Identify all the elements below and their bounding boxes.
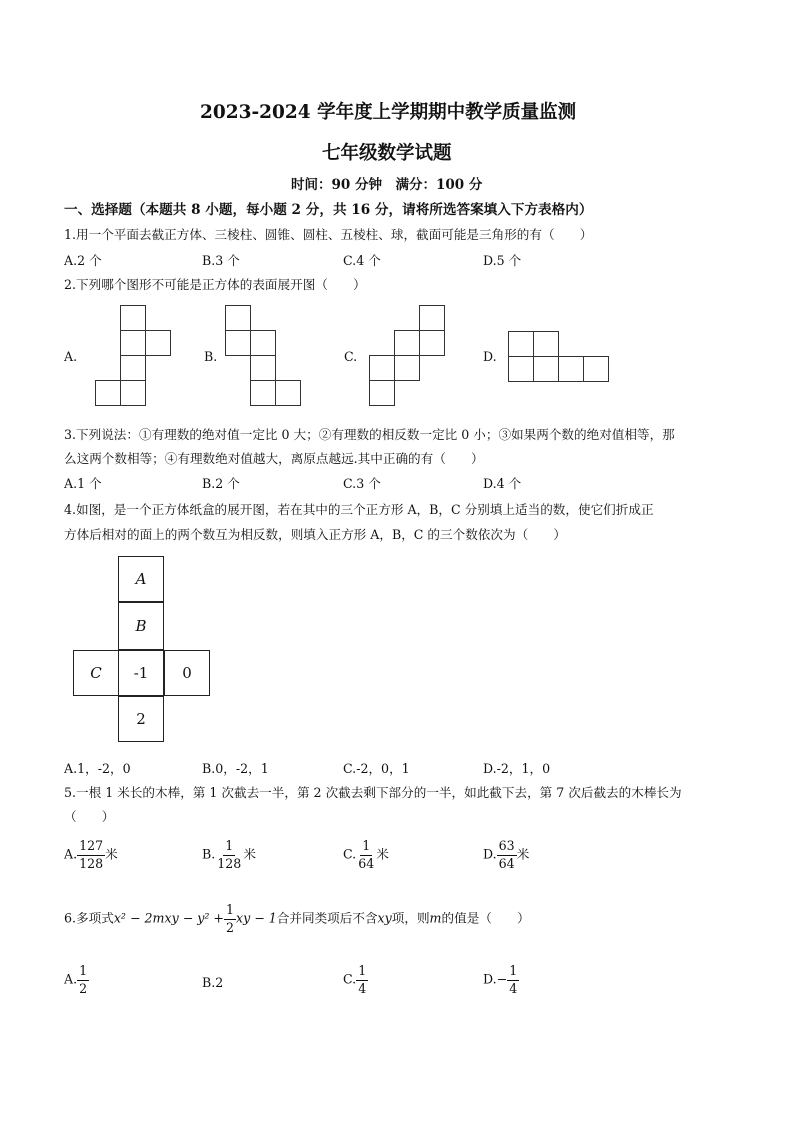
q3-option-c: C.3 个: [343, 476, 381, 491]
net-square: [120, 380, 146, 406]
q4-stem-line2: 方体后相对的面上的两个数互为相反数，则填入正方形 A，B，C 的三个数依次为（ ）: [64, 527, 566, 542]
q5-option-b: [202, 840, 256, 870]
q6-expression-part2: xy − 1: [236, 910, 277, 926]
unit: 米: [376, 846, 389, 862]
q3-stem-line2: 么这两个数相等；④有理数绝对值越大，离原点越远.其中正确的有（ ）: [64, 451, 484, 466]
net-square: [120, 355, 146, 381]
net-square: [369, 380, 395, 406]
net-square: [250, 355, 276, 381]
option-label: B.2: [202, 975, 224, 990]
option-label: D.: [483, 846, 497, 862]
fraction: [224, 904, 236, 934]
q4-option-a: A.1，-2，0: [64, 761, 131, 776]
net-square: [225, 330, 251, 356]
fraction: [356, 840, 376, 870]
net-square: [508, 356, 534, 382]
q2-stem: 2.下列哪个图形不可能是正方体的表面展开图（ ）: [64, 277, 366, 292]
q4-option-b: B.0，-2，1: [202, 761, 269, 776]
q6-m: m: [429, 910, 442, 926]
net-cell-b: B: [118, 602, 164, 650]
fraction: [497, 840, 517, 870]
q3-stem-line1: 3.下列说法：①有理数的绝对值一定比 0 大；②有理数的相反数一定比 0 小；③如果两个数的绝对值相等，那: [64, 427, 675, 442]
net-square: [533, 356, 559, 382]
q6-text: 项，则: [391, 910, 430, 926]
net-square: [145, 330, 171, 356]
fraction-numerator: 1: [223, 840, 235, 856]
net-square: [120, 330, 146, 356]
option-label: D.−: [483, 971, 508, 987]
fraction-numerator: 1: [356, 965, 368, 981]
net-square: [369, 355, 395, 381]
net-square: [419, 330, 445, 356]
fraction-denominator: 128: [79, 855, 104, 871]
net-square: [558, 356, 584, 382]
q4-option-c: C.-2，0，1: [343, 761, 410, 776]
net-square: [250, 380, 276, 406]
q6-option-d: [483, 965, 519, 995]
q1-option-d: D.5 个: [483, 253, 522, 268]
q3-option-a: A.1 个: [64, 476, 102, 491]
q6-expression-part1: x² − 2mxy − y² +: [113, 910, 224, 926]
fraction: [356, 965, 368, 995]
q3-option-d: D.4 个: [483, 476, 522, 491]
q2-label-b: B.: [204, 349, 218, 364]
q1-option-b: B.3 个: [202, 253, 240, 268]
fraction: [77, 965, 89, 995]
fraction-numerator: 1: [77, 965, 89, 981]
q2-label-c: C.: [344, 349, 358, 364]
q1-stem: 1.用一个平面去截正方体、三棱柱、圆锥、圆柱、五棱柱、球，截面可能是三角形的有（ ）: [64, 227, 593, 242]
q6-stem: [64, 904, 530, 934]
exam-title: 2023-2024 学年度上学期期中教学质量监测: [200, 102, 577, 123]
q6-text: 合并同类项后不含: [276, 910, 378, 926]
fraction-numerator: 1: [360, 840, 372, 856]
fraction-denominator: 2: [79, 980, 88, 996]
net-square: [533, 331, 559, 357]
option-label: C.: [343, 846, 357, 862]
net-square: [394, 330, 420, 356]
unit: 米: [516, 846, 530, 862]
exam-subtitle: 七年级数学试题: [322, 143, 452, 164]
net-square: [225, 305, 251, 331]
q5-stem-line1: 5.一根 1 米长的木棒，第 1 次截去一半，第 2 次截去剩下部分的一半，如此截下去，第 7 次后截去的木棒长为: [64, 785, 682, 800]
q6-option-a: [64, 965, 89, 995]
net-cell-zero: 0: [164, 650, 210, 696]
fraction-numerator: 1: [507, 965, 519, 981]
net-square: [120, 305, 146, 331]
q1-option-c: C.4 个: [343, 253, 381, 268]
fraction-denominator: 128: [217, 855, 242, 871]
option-label: C.: [343, 971, 357, 987]
net-square: [394, 355, 420, 381]
fraction-numerator: 1: [224, 904, 236, 920]
option-label: A.: [64, 971, 78, 987]
net-cell-a: A: [118, 556, 164, 602]
fraction-denominator: 64: [498, 855, 515, 871]
fraction: [77, 840, 105, 870]
q6-xy: xy: [377, 910, 392, 926]
net-cell-c: C: [73, 650, 119, 696]
q4-stem-line1: 4.如图，是一个正方体纸盒的展开图，若在其中的三个正方形 A，B，C 分别填上适当的数，使它们折成正: [64, 502, 654, 517]
fraction-numerator: 127: [77, 840, 105, 856]
fraction-denominator: 4: [358, 980, 367, 996]
q6-option-c: [343, 965, 368, 995]
unit: 米: [105, 846, 118, 862]
net-square: [275, 380, 301, 406]
net-square: [419, 305, 445, 331]
net-square: [508, 331, 534, 357]
q5-option-c: [343, 840, 389, 870]
net-square: [250, 330, 276, 356]
q5-option-a: [64, 840, 118, 870]
q2-label-a: A.: [64, 349, 78, 364]
q5-stem-line2: （ ）: [64, 809, 115, 824]
fraction: [507, 965, 519, 995]
q6-text: 的值是（ ）: [441, 910, 530, 926]
fraction-numerator: 63: [497, 840, 517, 856]
fraction-denominator: 64: [358, 855, 375, 871]
q1-option-a: A.2 个: [64, 253, 102, 268]
exam-meta: 时间：90 分钟 满分：100 分: [291, 177, 483, 193]
q6-option-b: [202, 975, 223, 990]
unit: 米: [243, 846, 256, 862]
option-label: B.: [202, 846, 216, 862]
net-square: [95, 380, 121, 406]
q3-option-b: B.2 个: [202, 476, 240, 491]
q6-prefix: 6.多项式: [64, 910, 114, 926]
q2-label-d: D.: [483, 349, 497, 364]
section-heading: 一、选择题（本题共 8 小题，每小题 2 分，共 16 分，请将所选答案填入下方表格内）: [64, 202, 593, 218]
fraction-denominator: 2: [225, 919, 234, 935]
net-square: [583, 356, 609, 382]
fraction: [215, 840, 243, 870]
option-label: A.: [64, 846, 78, 862]
fraction-denominator: 4: [509, 980, 518, 996]
net-cell-minus-one: -1: [118, 650, 164, 696]
net-cell-two: 2: [118, 696, 164, 742]
q5-option-d: [483, 840, 529, 870]
q4-option-d: D.-2，1，0: [483, 761, 551, 776]
